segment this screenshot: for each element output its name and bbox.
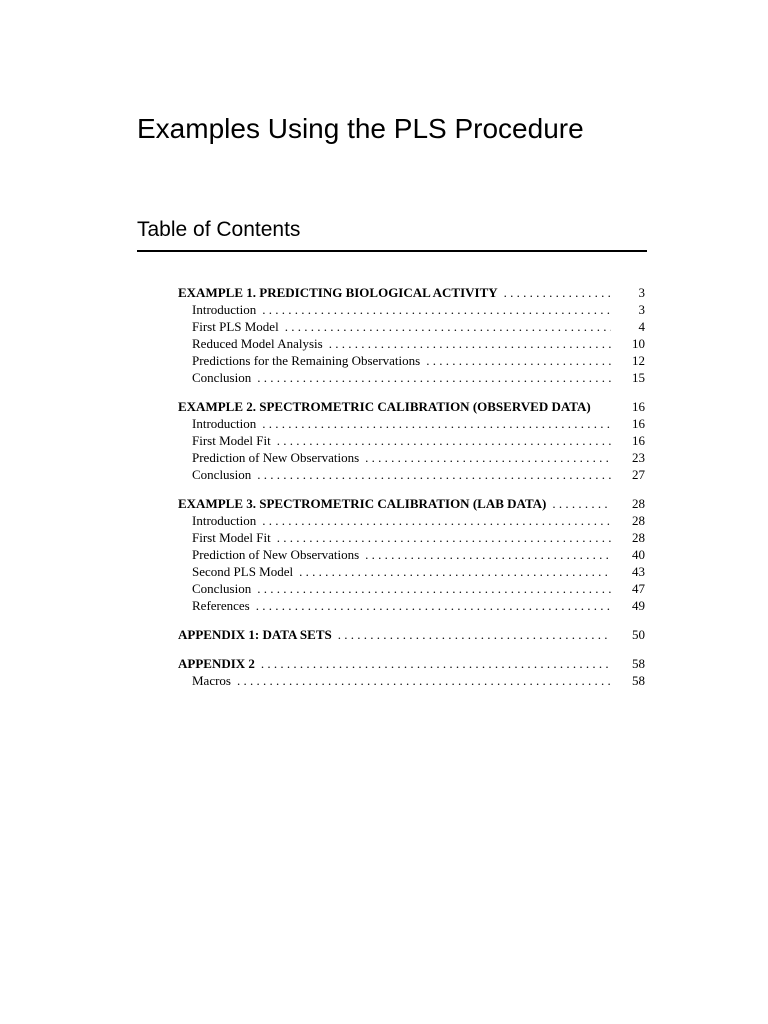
- toc-entry-label: Conclusion: [192, 467, 252, 482]
- toc-entry-label: First PLS Model: [192, 319, 279, 334]
- toc-page-number: 50: [632, 627, 645, 642]
- dot-leader: [257, 466, 611, 483]
- toc-page-number: 4: [638, 319, 645, 334]
- toc-entry-label: APPENDIX 2: [178, 656, 255, 671]
- toc-entry[interactable]: [178, 352, 645, 369]
- dot-leader: [237, 672, 611, 689]
- toc-entry-label: Introduction: [192, 416, 257, 431]
- dot-leader: [285, 318, 611, 335]
- toc-page-number: 23: [632, 450, 645, 465]
- toc-entry[interactable]: [178, 580, 645, 597]
- toc-entry[interactable]: [178, 449, 645, 466]
- toc-page-number: 3: [638, 302, 645, 317]
- toc-entry[interactable]: [178, 672, 645, 689]
- toc-entry-label: Conclusion: [192, 370, 252, 385]
- dot-leader: [262, 512, 611, 529]
- toc-section-example-1: [178, 284, 645, 386]
- dot-leader: [504, 284, 611, 301]
- toc-entry[interactable]: [178, 466, 645, 483]
- toc-page-number: 12: [632, 353, 645, 368]
- toc-page-number: 58: [632, 673, 645, 688]
- toc-entry-label: Introduction: [192, 513, 257, 528]
- toc-page-number: 49: [632, 598, 645, 613]
- toc-page-number: 47: [632, 581, 645, 596]
- toc-entry[interactable]: [178, 432, 645, 449]
- dot-leader: [256, 597, 611, 614]
- dot-leader: [277, 432, 611, 449]
- toc-page-number: 3: [638, 285, 645, 300]
- toc-entry-label: Reduced Model Analysis: [192, 336, 323, 351]
- toc-entry-label: Prediction of New Observations: [192, 450, 360, 465]
- toc-page-number: 16: [632, 433, 645, 448]
- toc-section-appendix-2: [178, 655, 645, 689]
- toc-entry-label: EXAMPLE 2. SPECTROMETRIC CALIBRATION (OBSERVED DATA): [178, 399, 591, 414]
- toc-page-number: 28: [632, 513, 645, 528]
- toc-list: [178, 284, 645, 697]
- toc-entry[interactable]: [178, 335, 645, 352]
- toc-entry-heading[interactable]: [178, 495, 645, 512]
- dot-leader: [262, 415, 611, 432]
- toc-entry[interactable]: [178, 597, 645, 614]
- dot-leader: [277, 529, 611, 546]
- toc-section-example-2: [178, 398, 645, 483]
- toc-entry-label: First Model Fit: [192, 530, 271, 545]
- toc-entry-label: First Model Fit: [192, 433, 271, 448]
- toc-entry-label: Macros: [192, 673, 231, 688]
- toc-entry[interactable]: [178, 529, 645, 546]
- toc-page-number: 58: [632, 656, 645, 671]
- dot-leader: [257, 580, 611, 597]
- toc-page-number: 15: [632, 370, 645, 385]
- toc-entry[interactable]: [178, 301, 645, 318]
- toc-entry[interactable]: [178, 563, 645, 580]
- dot-leader: [257, 369, 611, 386]
- toc-page-number: 16: [632, 416, 645, 431]
- toc-entry-label: Prediction of New Observations: [192, 547, 360, 562]
- toc-section-example-3: [178, 495, 645, 614]
- document-title: Examples Using the PLS Procedure: [137, 113, 584, 144]
- toc-divider: [137, 250, 647, 252]
- toc-section-appendix-1: [178, 626, 645, 643]
- toc-entry-heading[interactable]: [178, 284, 645, 301]
- toc-entry-label: Introduction: [192, 302, 257, 317]
- toc-page-number: 40: [632, 547, 645, 562]
- toc-entry-heading[interactable]: [178, 626, 645, 643]
- toc-entry[interactable]: [178, 512, 645, 529]
- toc-page-number: 43: [632, 564, 645, 579]
- dot-leader: [338, 626, 611, 643]
- toc-page-number: 16: [632, 399, 645, 414]
- toc-entry-label: Second PLS Model: [192, 564, 294, 579]
- dot-leader: [426, 352, 611, 369]
- dot-leader: [365, 449, 611, 466]
- toc-heading: Table of Contents: [137, 218, 301, 241]
- toc-entry-label: EXAMPLE 3. SPECTROMETRIC CALIBRATION (LAB DATA): [178, 496, 547, 511]
- toc-page-number: 28: [632, 496, 645, 511]
- toc-entry-label: Conclusion: [192, 581, 252, 596]
- toc-page-number: 10: [632, 336, 645, 351]
- toc-page-number: 27: [632, 467, 645, 482]
- toc-entry[interactable]: [178, 415, 645, 432]
- toc-page-number: 28: [632, 530, 645, 545]
- toc-entry-label: Predictions for the Remaining Observations: [192, 353, 421, 368]
- toc-entry-label: EXAMPLE 1. PREDICTING BIOLOGICAL ACTIVITY: [178, 285, 498, 300]
- toc-entry-heading[interactable]: [178, 655, 645, 672]
- toc-entry-label: References: [192, 598, 250, 613]
- dot-leader: [552, 495, 611, 512]
- dot-leader: [262, 301, 611, 318]
- toc-entry[interactable]: [178, 369, 645, 386]
- dot-leader: [329, 335, 611, 352]
- toc-entry[interactable]: [178, 546, 645, 563]
- toc-entry-label: APPENDIX 1: DATA SETS: [178, 627, 332, 642]
- dot-leader: [365, 546, 611, 563]
- dot-leader: [261, 655, 611, 672]
- toc-entry-heading[interactable]: [178, 398, 645, 415]
- toc-entry[interactable]: [178, 318, 645, 335]
- dot-leader: [299, 563, 611, 580]
